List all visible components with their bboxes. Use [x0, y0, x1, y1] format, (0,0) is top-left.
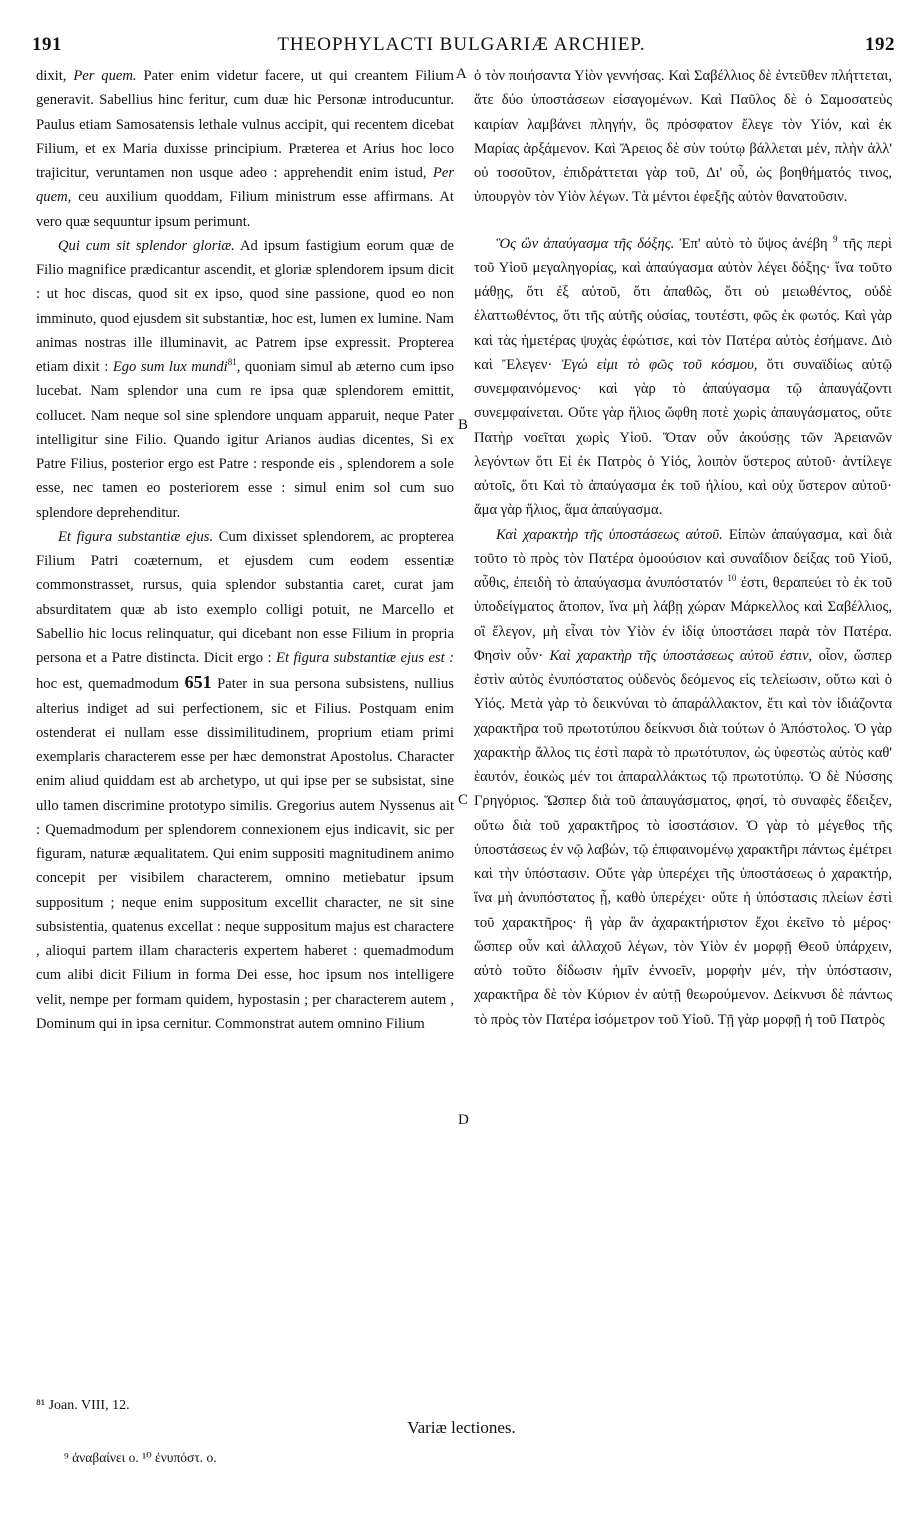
greek-paragraph-3 [474, 523, 892, 1032]
greek-quote: Ἐγώ εἰμι τὸ φῶς τοῦ κόσμου, [561, 356, 758, 373]
greek-lemma: Ὃς ὢν ἀπαύγασμα τῆς δόξης. [496, 235, 675, 252]
margin-mark-b: B [458, 417, 469, 433]
variant-readings: ⁹ ἀναβαίνει ο. ¹⁰ ἐνυπόστ. ο. [64, 1450, 217, 1465]
greek-lemma: Καὶ χαρακτὴρ τῆς ὑποστάσεως αὐτοῦ. [496, 526, 723, 543]
latin-text: dixit, [36, 68, 74, 84]
latin-text: Pater enim videtur facere, ut qui creantem Filium generavit. Sabellius hinc feritur, cum duæ hic Personæ introducuntur. Paulus etiam Samosatensis lethale vulnus accipit, qui recentem dicebat Filium, et ex Maria duxisse principium. Præterea et Arius hoc loco trajicitur, veruntamen non usque adeo : apprehendit enim istud, [36, 68, 454, 181]
latin-lemma: Per quem. [73, 68, 137, 84]
greek-text: Ἐπ' αὐτὸ τὸ ὕψος ἀνέβη [674, 235, 833, 252]
variae-lectiones-heading: Variæ lectiones. [407, 1418, 516, 1437]
latin-paragraph-1 [36, 64, 454, 234]
footnote-ref: 81 [227, 357, 237, 368]
latin-paragraph-3 [36, 525, 454, 1036]
page-number-left: 191 [32, 34, 62, 55]
latin-lemma: Qui cum sit splendor gloriæ. [58, 237, 235, 254]
greek-lemma: Καὶ χαρακτὴρ τῆς ὑποστάσεως αὐτοῦ ἐστιν, [549, 647, 813, 664]
latin-text: Pater in sua persona subsistens, nullius alterius indiget ad sui perfectionem, sic et Filius. Postquam enim ostenderat ei nullam esse dissimilitudinem, proprium etiam primi exemplaris characterem esse per hæc demonstrat Apostolus. Character enim aliud quiddam est ab archetypo, ut qui ipse per se subsistat, sine ullo tamen discrimine prototypo similis. Gregorius autem Nyssenus ait : Quemadmodum per splendorem connexionem ejus indicavit, sic per figuram, naturæ æqualitatem. Qui enim suppositi magnitudinem animo concepit per visibilem characterem, omnino metiebatur ipsum suppositum ; neque enim suppositum excellit character, ne sit sine subsistentia, quatenus excellat : neque suppositum majus est charactere , alioqui partem illam characteris expertem haberet : quemadmodum cum alibi dicit Filium in forma Dei esse, hoc ipsum nos intelligere velit, nempe per formam quidem, hypostasin ; per characterem autem , Dominum qui in ipsa cernitur. Commonstrat autem omnino Filium [36, 676, 454, 1032]
greek-text: τῆς περὶ τοῦ Υἱοῦ μεγαληγορίας, καὶ ἀπαύγασμα αὐτὸν λέγει δόξης· ἵνα τοῦτο μάθῃς, ὅτι ἐξ αὐτοῦ, ὅτι ἀπαθῶς, ὅτι οὐ μειωθέντος, οὐδὲ ἐλαττωθέντος, ὅτι τῆς αὐτῆς οὐσίας, τουτέστι, φῶς ἐκ φωτός. Καὶ γὰρ καὶ τὰς ἡμετέρας ψυχὰς ἐφώτισε, καὶ τὸν Πατέρα αὐτὸς ἐσήμανε. Διὸ καὶ Ἔλεγεν· [474, 235, 892, 373]
margin-mark-a: A [456, 66, 467, 82]
latin-column [36, 64, 454, 1036]
greek-paragraph-2 [474, 232, 892, 523]
variant-ref: 9 [832, 233, 838, 244]
latin-text: hoc est, quemadmodum [36, 676, 185, 693]
page-number-right: 192 [865, 34, 895, 55]
latin-lemma: Per quem, [36, 165, 454, 206]
column-number: 651 [184, 672, 212, 693]
greek-paragraph-1: ὁ τὸν ποιήσαντα Υἱὸν γεννήσας. Καὶ Σαβέλλιος δὲ ἐντεῦθεν πλήττεται, ἅτε δύο ὑποστάσεων εἰσαγομένων. Καὶ Παῦλος δὲ ὁ Σαμοσατεὺς καιρίαν λαμβάνει πληγήν, ὃς πρόσφατον ἔλεγε τὸν Υἱόν, καὶ ἐκ Μαρίας ἀρξάμενον. Καὶ Ἄρειος δὲ σὺν τούτῳ βάλλεται μέν, πλὴν ἀλλ' οὐ τοσοῦτον, ἐπιδράττεται γὰρ τοῦ, Δι' οὗ, ὡς βοηθήματός τινος, ὑπουργὸν τὸν Υἱὸν λέγων. Τὰ μέντοι ἐφεξῆς αὐτὸν θανατοῦσιν. [474, 68, 892, 206]
greek-text: οἷον, ὥσπερ ἐστὶν αὐτὸς ἐνυπόστατος οὐδενὸς δεόμενος εἰς τελείωσιν, οὕτω καὶ ὁ Υἱός. Μετὰ γὰρ τὸ δεικνύναι τὸ ἀπαράλλακτον, ἔτι καὶ τὸν ἰδιάζοντα χαρακτῆρα τοῦ πρωτοτύπου δείκνυσι διὰ τούτων ὁ Ἀπόστολος. Ὁ γὰρ χαρακτὴρ ἄλλος τις ἐστὶ παρὰ τὸ πρωτότυπον, ὡς ὑφεστὼς αὐτὸς καθ' ἑαυτόν, ἐοικὼς μέν τοι ἀπαραλλάκτως τῷ πρωτοτύπῳ. Ὁ δὲ Νύσσης Γρηγόριος. Ὥσπερ διὰ τοῦ ἀπαυγάσματος, φησί, τὸ συναφὲς ἔδειξεν, οὕτω διὰ τοῦ χαρακτῆρος τὸ ἰσοστάσιον. Ὁ γὰρ τὸ μέγεθος τῆς ὑποστάσεως ἐν νῷ λαβών, τῷ ἐπιφαινομένῳ χαρακτῆρι πάντως ἐμέτρει καὶ τὴν ὑπόστασιν. Οὔτε γὰρ ὑπερέχει τῆς ὑποστάσεως ὁ χαρακτήρ, ἵνα μὴ ἀνυπόστατος ᾖ, καθὸ ὑπερέχει· οὔτε ἡ ὑπόστασις πλείων ἐστὶ τοῦ χαρακτῆρος· ἢ γὰρ ἂν ἀχαρακτήριστον ἔχοι ἐκεῖνο τὸ μέρος· ὥσπερ οὖν καὶ ἀλλαχοῦ λέγων, τὸν Υἱὸν ἐν μορφῇ Θεοῦ ὑπάρχειν, αὐτὸ τοῦτο δίδωσιν ἡμῖν ἐννοεῖν, μορφὴν μέν, τὴν ὑπόστασιν, χαρακτῆρα δὲ τὸν Κύριον ἐν αὐτῇ θεωρούμενον. Δείκνυσι δὲ πάντως τὸ πρὸς τὸν Πατέρα ἰσόμετρον τοῦ Υἱοῦ. Τῇ γὰρ μορφῇ ἡ τοῦ Πατρὸς [474, 647, 892, 1028]
latin-quote: Ego sum lux mundi [112, 359, 228, 375]
latin-lemma: Et figura substantiæ ejus. [58, 528, 214, 545]
latin-paragraph-2 [36, 234, 454, 525]
running-title: THEOPHYLACTI BULGARIÆ ARCHIEP. [277, 34, 646, 55]
greek-text: ἐστι, θεραπεύει τὸ ἐκ τοῦ ὑποδείγματος ἄτοπον, ἵνα μὴ λάβῃ χώραν Μάρκελλος καὶ Σαβέλλιος, οἳ ἔλεγον, μὴ εἶναι τὸν Υἱὸν ἐν ἰδίᾳ ὑποστάσει παρὰ τὸν Πατέρα. Φησὶν οὖν· [474, 575, 892, 664]
latin-text: Cum dixisset splendorem, ac propterea Filium Patri coæternum, et ejusdem cum eodem essentiæ commonstrasset, rursus, quia splendor substantia caret, curat jam absurditatem quæ ab isto exemplo colligi potuit, ne Marcello et Sabellio hic locus relinquatur, qui dicebant non esse Filium in propria persona et a Patre distincta. Dicit ergo : [36, 528, 454, 666]
latin-text: ceu auxilium quoddam, Filium ministrum esse affirmans. At vero quæ sequuntur ipsum perimunt. [36, 189, 454, 230]
greek-column [474, 64, 892, 1032]
latin-text: , quoniam simul ab æterno cum ipso lucebat. Nam splendor una cum re ipsa quæ splendorem emittit, collucet. Nam neque sol sine splendore unquam apparuit, neque Pater intelligitur sine Filio. Quando igitur Arianos audias dicentes, Si ex Patre Filius, posterior ergo est Patre : responde eis , splendorem a sole esse, nec tamen eo posteriorem esse : simul enim sol cum suo splendore deprehenditur. [36, 359, 454, 521]
greek-text: Εἰπὼν ἀπαύγασμα, καὶ διὰ τοῦτο τὸ πρὸς τὸν Πατέρα ὁμοούσιον καὶ συναΐδιον δείξας τοῦ Υἱοῦ, αὖθις, ἐπειδὴ τὸ ἀπαύγασμα ἀνυπόστατόν [474, 526, 892, 591]
margin-mark-c: C [458, 792, 469, 808]
variant-ref: 10 [727, 573, 737, 584]
margin-mark-d: D [458, 1112, 469, 1128]
latin-lemma: Et figura substantiæ ejus est : [276, 650, 454, 666]
latin-text: Ad ipsum fastigium eorum quæ de Filio magnifice prædicantur ascendit, et gloriæ splendorem ipsum dicit : ut hoc discas, quod sit ex ipso, quod sine passione, quod eo non imminuto, quod ejusdem sit substantiæ, hoc est, lumen ex lumine. Nam animas nostras ille illuminavit, ac Patrem ipse expressit. Propterea etiam dixit : [36, 237, 454, 375]
footnote-81: ⁸¹ Joan. VIII, 12. [36, 1398, 130, 1413]
greek-text: ὅτι συναϊδίως αὐτῷ συνεμφαινόμενος· καὶ γὰρ τὸ ἀπαύγασμα τῷ ἀπαυγάζοντι συνεμφαίνεται. Οὔτε γὰρ ἥλιος ὤφθη ποτὲ χωρὶς ἀπαυγάσματος, οὔτε Πατὴρ νοεῖται χωρὶς Υἱοῦ. Ὅταν οὖν ἀκούσῃς τῶν Ἀρειανῶν λεγόντων ὅτι Εἰ ἐκ Πατρὸς ὁ Υἱός, λοιπὸν ὕστερος αὐτοῦ· ἀντίλεγε αὐτοῖς, ὅτι Καὶ τὸ ἀπαύγασμα ἐκ τοῦ ἡλίου, καὶ οὐχ ὕστερον αὐτοῦ· ἅμα γὰρ ἥλιος, ἅμα ἀπαύγασμα. [474, 356, 892, 519]
